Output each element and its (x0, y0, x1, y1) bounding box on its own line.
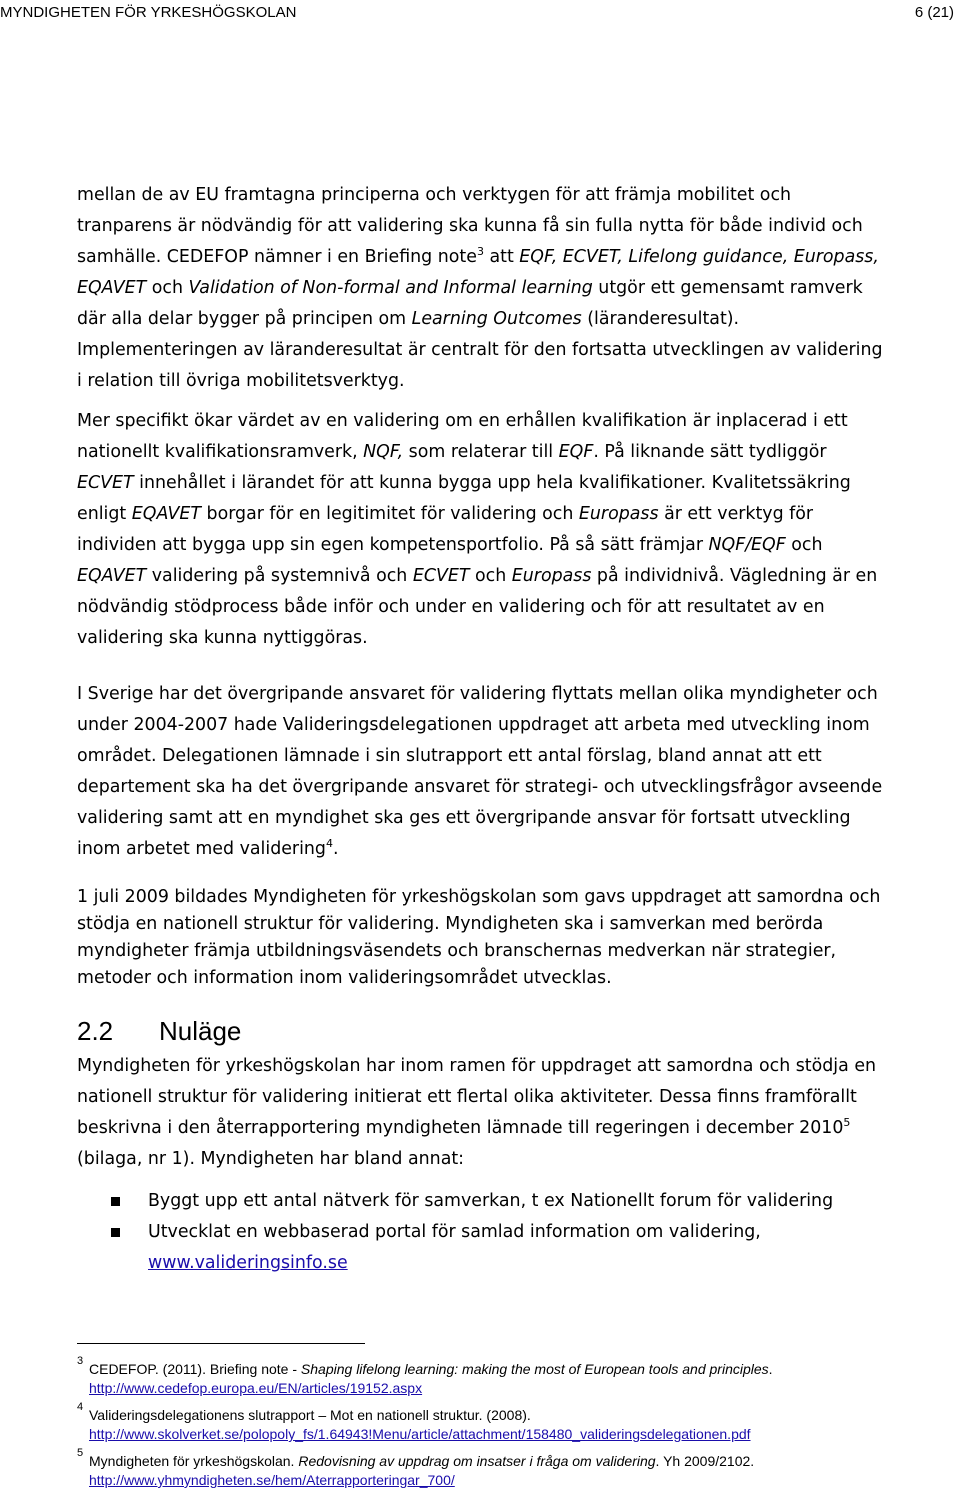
footnote-ref-3[interactable]: 3 (476, 245, 484, 259)
header-title: MYNDIGHETEN FÖR YRKESHÖGSKOLAN (0, 4, 297, 21)
footnote-4-link[interactable]: http://www.skolverket.se/polopoly_fs/1.64943!Menu/article/attachment/158480_valideringsdelegationen.pdf (89, 1426, 751, 1442)
footnote-ref-4[interactable]: 4 (325, 837, 333, 851)
page-number: 6 (21) (914, 4, 954, 21)
paragraph-2: Mer specifikt ökar värdet av en validering om en erhållen kvalifikation är inplacerad i ett nationellt kvalifikationsramverk, NQF, som relaterar till EQF. På liknande sätt tydliggör ECVET innehållet i lärandet för att kunna bygga upp hela kvalifikationer. Kvalitetssäkring enligt EQAVET borgar för en legitimitet för validering och Europass är ett verktyg för individen att bygga upp sin egen kompetensportfolio. På så sätt främjar NQF/EQF och EQAVET validering på systemnivå och ECVET och Europass på individnivå. Vägledning är en nödvändig stödprocess både inför och under en validering och för att resultatet av en validering ska kunna nyttiggöras. (77, 411, 878, 648)
footnotes (77, 1349, 877, 1490)
paragraph-1: mellan de av EU framtagna principerna och verktygen för att främja mobilitet och tranparens är nödvändig för att validering ska kunna få sin fulla nytta för både individ och samhälle. CEDEFOP nämner i en Briefing note$^3$ att EQF, ECVET, Lifelong guidance, Europass, EQAVET och Validation of Non-formal and Informal learning utgör ett gemensamt ramverk där alla delar bygger på principen om Learning Outcomes (läranderesultat). Implementeringen av läranderesultat är centralt för den fortsatta utvecklingen av validering i relation till övriga mobilitetsverktyg. (77, 185, 883, 391)
page-header (0, 4, 954, 24)
bullet-list (77, 1186, 887, 1279)
footnote-5: 5 Myndigheten för yrkeshögskolan. Redovisning av uppdrag om insatser i fråga om validering. Yh 2009/2102. http://www.yhmyndigheten.se/hem/Aterrapporteringar_700/ (77, 1447, 755, 1488)
paragraph-5: Myndigheten för yrkeshögskolan har inom ramen för uppdraget att samordna och stödja en nationell struktur för validering initierat ett flertal olika aktiviteter. Dessa finns framförallt beskrivna i den återrapportering myndigheten lämnade till regeringen i december 2010$^5$ (bilaga, nr 1). Myndigheten har bland annat: (77, 1056, 877, 1169)
footnote-4: 4 Valideringsdelegationens slutrapport – Mot en nationell struktur. (2008). http://www.skolverket.se/polopoly_fs/1.64943!Menu/article/attachment/158480_valideringsdelegationen.pdf (77, 1401, 751, 1442)
paragraph-4: 1 juli 2009 bildades Myndigheten för yrkeshögskolan som gavs uppdraget att samordna och stödja en nationell struktur för validering. Myndigheten ska i samverkan med berörda myndigheter främja utbildningsväsendets och branschernas medverkan när strategier, metoder och information inom valideringsområdet utvecklas. (77, 887, 881, 988)
footnote-5-link[interactable]: http://www.yhmyndigheten.se/hem/Aterrapporteringar_700/ (89, 1472, 455, 1488)
paragraph-3: I Sverige har det övergripande ansvaret för validering flyttats mellan olika myndigheter och under 2004-2007 hade Valideringsdelegationen uppdraget att arbeta med utveckling inom området. Delegationen lämnade i sin slutrapport ett antal förslag, bland annat att ett departement ska ha det övergripande ansvaret för strategi- och utvecklingsfrågor avseende validering samt att en myndighet ska ges ett övergripande ansvar för fortsatt utveckling inom arbetet med validering$^4$. (77, 684, 883, 859)
section-heading (77, 1013, 241, 1049)
footnote-divider (77, 1343, 365, 1344)
footnote-3: 3 CEDEFOP. (2011). Briefing note - Shaping lifelong learning: making the most of European tools and principles. http://www.cedefop.europa.eu/EN/articles/19152.aspx (77, 1355, 773, 1396)
section-title: Nuläge (159, 1016, 242, 1046)
valideringsinfo-link[interactable]: www.valideringsinfo.se (148, 1253, 348, 1273)
list-item: Byggt upp ett antal nätverk för samverkan, t ex Nationellt forum för validering (77, 1186, 887, 1217)
footnote-ref-5[interactable]: 5 (843, 1116, 851, 1130)
section-number: 2.2 (77, 1016, 114, 1046)
square-bullet-icon (111, 1197, 120, 1206)
square-bullet-icon (111, 1228, 120, 1237)
list-item: Utvecklat en webbaserad portal för samlad information om validering, www.valideringsinfo.se (77, 1217, 887, 1279)
footnote-3-link[interactable]: http://www.cedefop.europa.eu/EN/articles/19152.aspx (89, 1380, 423, 1396)
